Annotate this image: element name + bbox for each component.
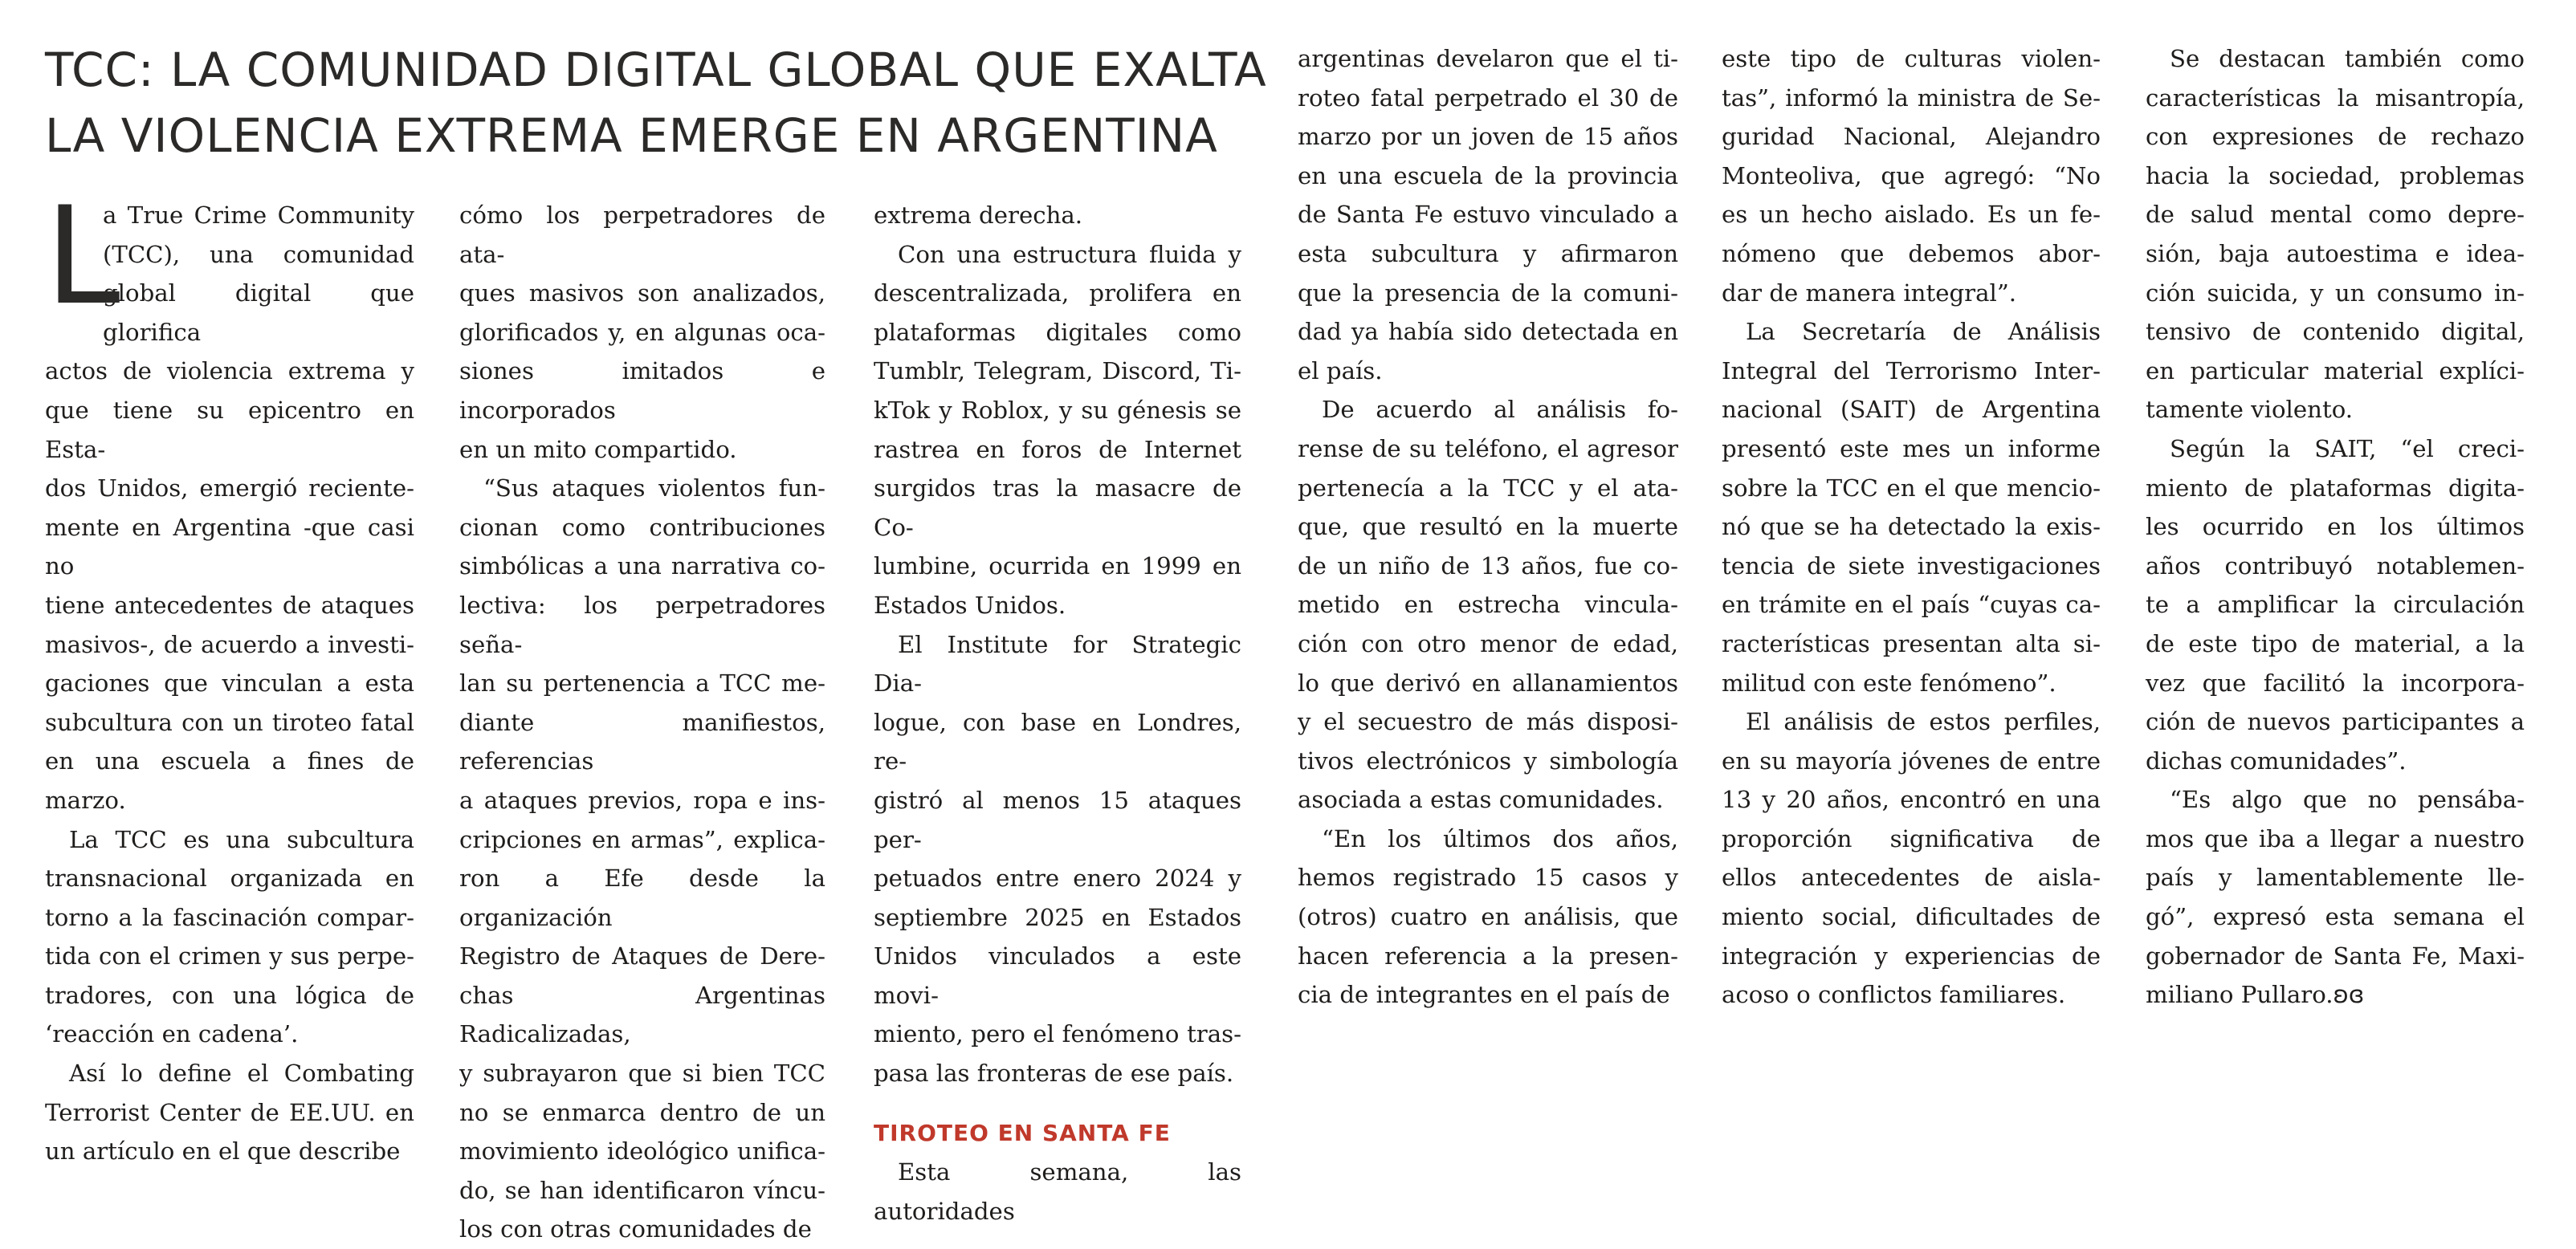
text-line: dos Unidos, emergió reciente- xyxy=(45,474,414,502)
text-line: pertenecía a la TCC y el ata- xyxy=(1298,474,1678,502)
text-line: miento social, dificultades de xyxy=(1722,903,2101,931)
text-line: a True Crime Community xyxy=(103,201,414,229)
text-line: Unidos vinculados a este movi- xyxy=(874,942,1241,1009)
text-line: (TCC), una comunidad xyxy=(103,240,414,268)
text-line: logue, con base en Londres, re- xyxy=(874,708,1241,775)
text-line: cia de integrantes en el país de xyxy=(1298,981,1670,1009)
text-line: en trámite en el país “cuyas ca- xyxy=(1722,591,2101,619)
text-line: ción de nuevos participantes a xyxy=(2146,708,2525,736)
text-line: esta subcultura y afirmaron xyxy=(1298,239,1678,267)
text-line: argentinas develaron que el ti- xyxy=(1298,45,1678,72)
text-line: asociada a estas comunidades. xyxy=(1298,786,1664,814)
text-line: cómo los perpetradores de ata- xyxy=(459,201,825,268)
text-line: miento, pero el fenómeno tras- xyxy=(874,1020,1241,1048)
text-line: gó”, expresó esta semana el xyxy=(2146,903,2525,931)
text-line: hacen referencia a la presen- xyxy=(1298,942,1678,970)
text-line: ron a Efe desde la organización xyxy=(459,865,825,931)
headline-line-1: TCC: LA COMUNIDAD DIGITAL GLOBAL QUE EXALTA xyxy=(45,43,1267,97)
text-line: ción con otro menor de edad, xyxy=(1298,629,1678,657)
text-line: país y lamentablemente lle- xyxy=(2146,864,2525,892)
text-line: nó que se ha detectado la exis- xyxy=(1722,513,2101,541)
text-line: de un niño de 13 años, fue co- xyxy=(1298,551,1678,580)
text-line: global digital que glorifica xyxy=(103,279,414,346)
text-line: Integral del Terrorismo Inter- xyxy=(1722,356,2101,384)
text-line: chas Argentinas Radicalizadas, xyxy=(459,981,825,1048)
text-line: en su mayoría jóvenes de entre xyxy=(1722,747,2101,775)
text-line: que, que resultó en la muerte xyxy=(1298,513,1678,541)
text-line: cionan como contribuciones xyxy=(459,513,825,541)
text-line: Terrorist Center de EE.UU. en xyxy=(45,1098,414,1126)
text-line: El análisis de estos perfiles, xyxy=(1746,708,2101,736)
text-line: en particular material explíci- xyxy=(2146,356,2525,384)
text-line: roteo fatal perpetrado el 30 de xyxy=(1298,83,1678,112)
article-column-4 xyxy=(1298,39,1678,1015)
text-line: rense de su teléfono, el agresor xyxy=(1298,434,1678,462)
text-line: mente en Argentina -que casi no xyxy=(45,513,414,580)
text-line: integración y experiencias de xyxy=(1722,942,2101,970)
text-line: septiembre 2025 en Estados xyxy=(874,903,1241,931)
text-line: masivos-, de acuerdo a investi- xyxy=(45,630,414,658)
text-line: De acuerdo al análisis fo- xyxy=(1322,396,1678,424)
text-line: tamente violento. xyxy=(2146,396,2354,424)
text-line: Estados Unidos. xyxy=(874,591,1066,619)
text-line: un artículo en el que describe xyxy=(45,1137,401,1166)
text-line xyxy=(2146,975,2525,1015)
text-line: actos de violencia extrema y xyxy=(45,357,414,385)
text-line: Esta semana, las autoridades xyxy=(874,1158,1241,1225)
text-line: que la presencia de la comuni- xyxy=(1298,279,1678,307)
text-line: sobre la TCC en el que mencio- xyxy=(1722,474,2101,502)
text-line: hacia la sociedad, problemas xyxy=(2146,161,2525,189)
text-line: a ataques previos, ropa e ins- xyxy=(459,786,825,814)
text-line: Se destacan también como xyxy=(2170,45,2525,72)
text-line: presentó este mes un informe xyxy=(1722,434,2101,462)
text-line: tiene antecedentes de ataques xyxy=(45,591,414,619)
text-line: ques masivos son analizados, xyxy=(459,279,825,307)
text-line: diante manifiestos, referencias xyxy=(459,708,825,775)
text-line: “En los últimos dos años, xyxy=(1322,824,1678,852)
text-line: miento de plataformas digita- xyxy=(2146,474,2525,502)
text-line: en un mito compartido. xyxy=(459,435,737,463)
article-column-1 xyxy=(45,177,414,1171)
text-line: lumbine, ocurrida en 1999 en xyxy=(874,552,1241,580)
text-line: guridad Nacional, Alejandro xyxy=(1722,123,2101,151)
text-line-content: miliano Pullaro. xyxy=(2146,981,2333,1009)
text-line: kTok y Roblox, y su génesis se xyxy=(874,396,1241,424)
text-line: Registro de Ataques de Dere- xyxy=(459,942,825,970)
text-line: ‘reacción en cadena’. xyxy=(45,1020,299,1048)
text-line: y el secuestro de más disposi- xyxy=(1298,708,1678,736)
text-line: 13 y 20 años, encontró en una xyxy=(1722,786,2101,814)
text-line: tencia de siete investigaciones xyxy=(1722,551,2101,580)
text-line: de Santa Fe estuvo vinculado a xyxy=(1298,201,1678,229)
text-line: vez que facilitó la incorpora- xyxy=(2146,669,2525,697)
article-column-5 xyxy=(1722,39,2101,1015)
text-line: “Sus ataques violentos fun- xyxy=(483,474,825,502)
text-line: el país. xyxy=(1298,356,1383,384)
text-line: lectiva: los perpetradores seña- xyxy=(459,591,825,658)
text-line: gobernador de Santa Fe, Maxi- xyxy=(2146,942,2525,970)
text-line: Así lo define el Combating xyxy=(69,1060,414,1088)
text-line: nacional (SAIT) de Argentina xyxy=(1722,396,2101,424)
text-line: años contribuyó notablemen- xyxy=(2146,551,2525,580)
text-line: no se enmarca dentro de un xyxy=(459,1098,825,1126)
text-line: lo que derivó en allanamientos xyxy=(1298,669,1678,697)
text-line: en una escuela de la provincia xyxy=(1298,161,1678,189)
text-line: marzo por un joven de 15 años xyxy=(1298,123,1678,151)
headline xyxy=(45,37,1267,169)
text-line: Con una estructura fluida y xyxy=(898,240,1241,268)
text-line: torno a la fascinación compar- xyxy=(45,903,414,931)
text-line: tas”, informó la ministra de Se- xyxy=(1722,83,2101,112)
text-line: los con otras comunidades de xyxy=(459,1215,812,1243)
text-line: con expresiones de rechazo xyxy=(2146,123,2525,151)
text-line: La Secretaría de Análisis xyxy=(1746,318,2101,346)
text-line: cripciones en armas”, explica- xyxy=(459,825,825,853)
text-line: de este tipo de material, a la xyxy=(2146,629,2525,657)
article-column-3 xyxy=(874,196,1241,1231)
text-line: dar de manera integral”. xyxy=(1722,279,2017,307)
text-line: proporción significativa de xyxy=(1722,824,2101,852)
text-line: pasa las fronteras de ese país. xyxy=(874,1060,1234,1088)
text-line: tensivo de contenido digital, xyxy=(2146,318,2525,346)
text-line: Tumblr, Telegram, Discord, Ti- xyxy=(874,357,1241,385)
text-line: tivos electrónicos y simbología xyxy=(1298,747,1678,775)
article-column-6 xyxy=(2146,39,2525,1015)
text-line: Monteoliva, que agregó: “No xyxy=(1722,161,2101,189)
text-line: este tipo de culturas violen- xyxy=(1722,45,2101,72)
text-line: ción suicida, y un consumo in- xyxy=(2146,279,2525,307)
drop-cap: L xyxy=(45,177,120,335)
text-line: surgidos tras la masacre de Co- xyxy=(874,474,1241,541)
text-line: y subrayaron que si bien TCC xyxy=(459,1060,825,1088)
text-line: características la misantropía, xyxy=(2146,83,2525,112)
text-line: descentralizada, prolifera en xyxy=(874,279,1241,307)
end-mark-icon: ʚɞ xyxy=(2333,981,2365,1009)
text-line: metido en estrecha vincula- xyxy=(1298,591,1678,619)
text-line: gaciones que vinculan a esta xyxy=(45,669,414,698)
text-line: que tiene su epicentro en Esta- xyxy=(45,396,414,463)
text-line: transnacional organizada en xyxy=(45,865,414,893)
text-line: ellos antecedentes de aisla- xyxy=(1722,864,2101,892)
text-line: dichas comunidades”. xyxy=(2146,747,2407,775)
text-line: plataformas digitales como xyxy=(874,318,1241,346)
text-line: tradores, con una lógica de xyxy=(45,981,414,1009)
text-line: en una escuela a fines de marzo. xyxy=(45,747,414,814)
text-line: petuados entre enero 2024 y xyxy=(874,865,1241,893)
text-line: sión, baja autoestima e idea- xyxy=(2146,239,2525,267)
text-line: do, se han identificaron víncu- xyxy=(459,1176,825,1204)
text-line: te a amplificar la circulación xyxy=(2146,591,2525,619)
text-line: militud con este fenómeno”. xyxy=(1722,669,2056,697)
text-line: (otros) cuatro en análisis, que xyxy=(1298,903,1678,931)
text-line: glorificados y, en algunas oca- xyxy=(459,318,825,346)
text-line: siones imitados e incorporados xyxy=(459,357,825,424)
text-line: tida con el crimen y sus perpe- xyxy=(45,942,414,970)
text-line: dad ya había sido detectada en xyxy=(1298,318,1678,346)
text-line: rastrea en foros de Internet xyxy=(874,435,1241,463)
text-line: simbólicas a una narrativa co- xyxy=(459,552,825,580)
text-line: La TCC es una subcultura xyxy=(69,825,414,853)
text-line: racterísticas presentan alta si- xyxy=(1722,629,2101,657)
text-line: movimiento ideológico unifica- xyxy=(459,1137,825,1166)
text-line: lan su pertenencia a TCC me- xyxy=(459,669,825,698)
text-line: es un hecho aislado. Es un fe- xyxy=(1722,201,2101,229)
text-line: de salud mental como depre- xyxy=(2146,201,2525,229)
article-column-2 xyxy=(459,196,825,1249)
text-line: les ocurrido en los últimos xyxy=(2146,513,2525,541)
text-line: El Institute for Strategic Dia- xyxy=(874,630,1241,698)
headline-line-2: LA VIOLENCIA EXTREMA EMERGE EN ARGENTINA xyxy=(45,108,1218,163)
text-line: mos que iba a llegar a nuestro xyxy=(2146,824,2525,852)
text-line: subcultura con un tiroteo fatal xyxy=(45,708,414,736)
text-line: gistró al menos 15 ataques per- xyxy=(874,786,1241,853)
text-line: Según la SAIT, “el creci- xyxy=(2170,434,2525,462)
text-line: extrema derecha. xyxy=(874,201,1083,229)
text-line: hemos registrado 15 casos y xyxy=(1298,864,1678,892)
text-line: acoso o conflictos familiares. xyxy=(1722,981,2066,1009)
text-line: “Es algo que no pensába- xyxy=(2170,786,2525,814)
section-subhead: TIROTEO EN SANTA FE xyxy=(874,1119,1171,1146)
text-line: nómeno que debemos abor- xyxy=(1722,239,2101,267)
